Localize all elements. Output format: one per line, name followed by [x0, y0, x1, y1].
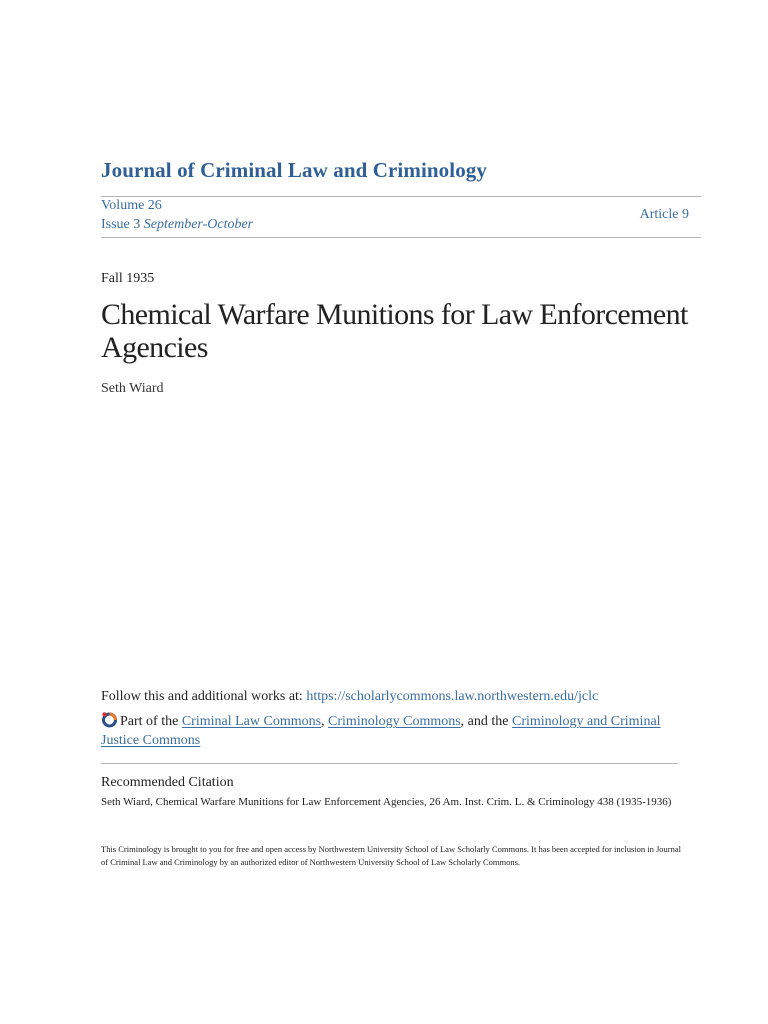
- access-statement: This Criminology is brought to you for free and open access by Northwestern University School of Law Scholarly Commons. It has been accepted for inclusion in Journal of Criminal Law and Criminology by an authorized editor of Northwestern University School of Law Scholarly Commons.: [101, 844, 682, 867]
- citation-text: Seth Wiard, Chemical Warfare Munitions for Law Enforcement Agencies, 26 Am. Inst. Crim. L. & Criminology 438 (1935-1936): [101, 796, 672, 808]
- criminology-criminal-justice-commons-link[interactable]: Criminology and Criminal Justice Commons: [101, 714, 661, 748]
- separator-1: ,: [321, 714, 329, 729]
- criminal-law-commons-link[interactable]: Criminal Law Commons: [181, 714, 322, 729]
- recommended-citation-heading: Recommended Citation: [101, 775, 234, 790]
- author-name: Seth Wiard: [101, 381, 164, 396]
- article-number-link[interactable]: Article 9: [639, 207, 689, 222]
- part-of-commons: [101, 711, 681, 750]
- issue-line[interactable]: [101, 217, 253, 233]
- follow-line: [101, 689, 598, 705]
- bepress-commons-icon: [101, 711, 118, 728]
- follow-prefix: Follow this and additional works at:: [101, 689, 307, 704]
- article-title: Chemical Warfare Munitions for Law Enforcement Agencies: [101, 298, 688, 364]
- citation-rule: [101, 763, 678, 764]
- header-bottom-rule: [101, 237, 701, 238]
- issue-season[interactable]: September-October: [143, 217, 254, 232]
- repository-url-link[interactable]: https://scholarlycommons.law.northwestern.edu/jclc: [306, 689, 599, 704]
- criminology-commons-link[interactable]: Criminology Commons: [328, 714, 461, 729]
- volume-link[interactable]: Volume 26: [101, 198, 162, 213]
- publication-date: Fall 1935: [101, 271, 155, 286]
- header-top-rule: [101, 196, 701, 197]
- journal-title-link[interactable]: Journal of Criminal Law and Criminology: [101, 158, 488, 182]
- separator-2: , and the: [460, 714, 512, 729]
- part-of-prefix: Part of the: [120, 714, 182, 729]
- issue-label[interactable]: Issue 3: [101, 217, 141, 232]
